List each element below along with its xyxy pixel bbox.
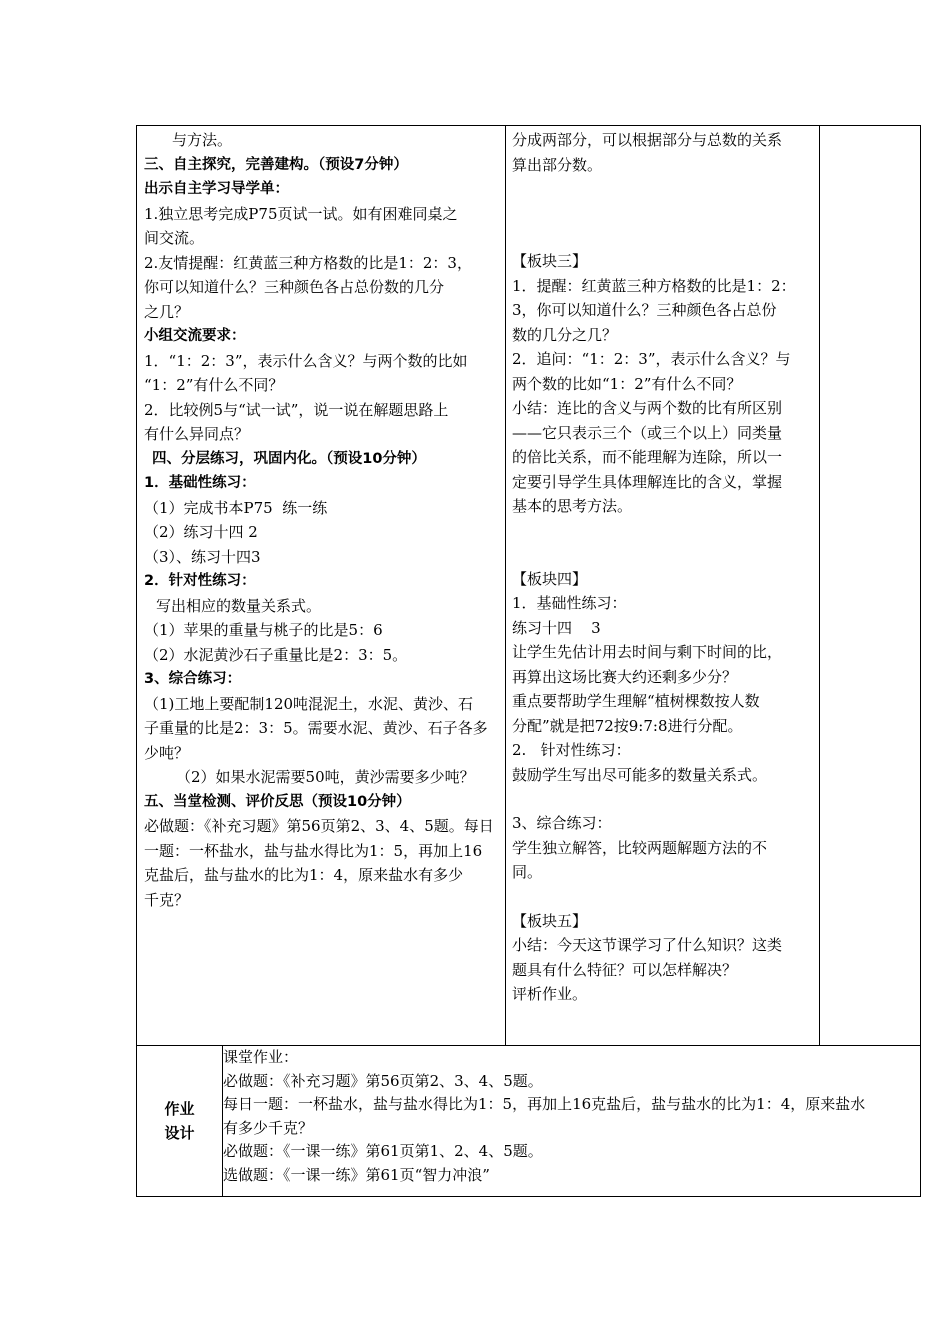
homework-label: 作业 <box>164 1100 195 1118</box>
subheading: 出示自主学习导学单： <box>144 181 289 197</box>
text-line: 1.独立思考完成P75页试一试。如有困难同桌之 <box>144 204 458 223</box>
text-line: 算出部分数。 <box>512 155 603 174</box>
text-line: 必做题：《补充习题》第56页第2、3、4、5题。 <box>223 1071 543 1090</box>
list-item: （1）苹果的重量与桃子的比是5：6 <box>144 621 383 639</box>
text-line: 1．提醒：红黄蓝三种方格数的比是1：2： <box>512 276 796 295</box>
text-line: 选做题：《一课一练》第61页“智力冲浪” <box>223 1165 490 1184</box>
text-line: 一题：一杯盐水，盐与盐水得比为1：5，再加上16 <box>144 841 483 860</box>
design-intent-cell <box>506 126 820 1046</box>
text-line: 重点要帮助学生理解“植树棵数按人数 <box>512 692 760 710</box>
text-line: 2．比较例5与“试一试”，说一说在解题思路上 <box>144 400 449 419</box>
spacer <box>512 885 813 909</box>
text-line: 1．基础性练习： <box>512 594 627 612</box>
text-line: 克盐后，盐与盐水的比为1：4，原来盐水有多少 <box>144 866 464 884</box>
text-line: 3、综合练习： <box>512 814 612 832</box>
block-heading: 【板块五】 <box>512 911 588 930</box>
text-line: 小结：今天这节课学习了什么知识？这类 <box>512 936 783 954</box>
text-line: 2.友情提醒：红黄蓝三种方格数的比是1：2：3， <box>144 253 472 272</box>
text-line: 学生独立解答，比较两题解题方法的不 <box>512 838 768 857</box>
text-line: 子重量的比是2：3：5。需要水泥、黄沙、石子各多 <box>144 719 488 737</box>
text-line: “1：2”有什么不同？ <box>144 376 284 394</box>
homework-table <box>136 1045 921 1197</box>
subheading: 3、综合练习： <box>144 671 242 687</box>
text-line: 与方法。 <box>172 131 233 149</box>
spacer <box>512 787 813 811</box>
text-line: 之几？ <box>144 302 190 321</box>
text-line: 分配”就是把72按9:7:8进行分配。 <box>512 716 743 735</box>
text-line: 1．“1：2：3”，表示什么含义？与两个数的比如 <box>144 351 468 370</box>
spacer <box>512 177 813 225</box>
text-line: 千克？ <box>144 890 190 909</box>
text-line: 小结：连比的含义与两个数的比有所区别 <box>512 399 783 417</box>
notes-cell <box>820 126 921 1046</box>
subheading: 小组交流要求： <box>144 328 246 344</box>
text-line: 有多少千克？ <box>223 1118 314 1137</box>
homework-content-cell <box>223 1046 921 1197</box>
subheading: 1．基础性练习： <box>144 475 256 491</box>
text-line: 课堂作业： <box>223 1048 299 1066</box>
list-item: （2）水泥黄沙石子重量比是2：3：5。 <box>144 645 408 664</box>
section-heading: 五、当堂检测、评价反思（预设10分钟） <box>144 793 411 810</box>
text-line: 练习十四 3 <box>512 618 601 637</box>
text-line: 少吨？ <box>144 743 190 762</box>
list-item: （3）、练习十四3 <box>144 547 261 566</box>
text-line: 定要引导学生具体理解连比的含义，掌握 <box>512 472 783 491</box>
text-line: 两个数的比如“1：2”有什么不同？ <box>512 374 742 393</box>
text-line: 的倍比关系，而不能理解为连除，所以一 <box>512 448 783 466</box>
homework-label-cell <box>137 1046 223 1197</box>
lesson-plan-table <box>136 125 921 1046</box>
text-line: 2. 针对性练习： <box>512 741 631 759</box>
text-line: 必做题：《一课一练》第61页第1、2、4、5题。 <box>223 1142 543 1160</box>
list-item: （2）练习十四 2 <box>144 523 258 541</box>
text-line: 分成两部分，可以根据部分与总数的关系 <box>512 131 783 149</box>
homework-label: 设计 <box>164 1124 195 1142</box>
section-heading: 三、自主探究，完善建构。（预设7分钟） <box>144 156 408 173</box>
text-line: 间交流。 <box>144 229 205 247</box>
teaching-process-cell <box>137 126 506 1046</box>
text-line: ——它只表示三个（或三个以上）同类量 <box>512 423 783 442</box>
text-line: 同。 <box>512 863 543 881</box>
table-row <box>137 1046 921 1197</box>
text-line: 让学生先估计用去时间与剩下时间的比， <box>512 643 783 661</box>
subheading: 2．针对性练习： <box>144 573 256 589</box>
text-line: （2）如果水泥需要50吨，黄沙需要多少吨？ <box>176 768 475 786</box>
text-line: 基本的思考方法。 <box>512 497 633 515</box>
text-line: 评析作业。 <box>512 985 588 1003</box>
text-line: 3，你可以知道什么？三种颜色各占总份 <box>512 301 777 319</box>
text-line: 每日一题：一杯盐水，盐与盐水得比为1：5，再加上16克盐后，盐与盐水的比为1：4，原来盐水 <box>223 1095 866 1113</box>
text-line: 题具有什么特征？可以怎样解决？ <box>512 960 738 979</box>
text-line: 写出相应的数量关系式。 <box>156 596 322 615</box>
block-heading: 【板块四】 <box>512 569 588 588</box>
text-line: 鼓励学生写出尽可能多的数量关系式。 <box>512 765 768 784</box>
spacer <box>512 519 813 567</box>
text-line: 数的几分之几？ <box>512 325 618 344</box>
text-line: 再算出这场比赛大约还剩多少分？ <box>512 667 738 686</box>
text-line: 有什么异同点？ <box>144 425 250 443</box>
section-heading: 四、分层练习，巩固内化。（预设10分钟） <box>152 450 426 467</box>
text-line: 2．追问：“1：2：3”，表示什么含义？与 <box>512 350 791 368</box>
block-heading: 【板块三】 <box>512 252 588 270</box>
text-line: 必做题：《补充习题》第56页第2、3、4、5题。每日 <box>144 817 494 835</box>
table-row <box>137 126 921 1046</box>
spacer <box>512 225 813 249</box>
text-line: 你可以知道什么？三种颜色各占总份数的几分 <box>144 278 445 296</box>
text-line: （1)工地上要配制120吨混泥土，水泥、黄沙、石 <box>144 694 474 713</box>
list-item: （1）完成书本P75 练一练 <box>144 498 328 517</box>
